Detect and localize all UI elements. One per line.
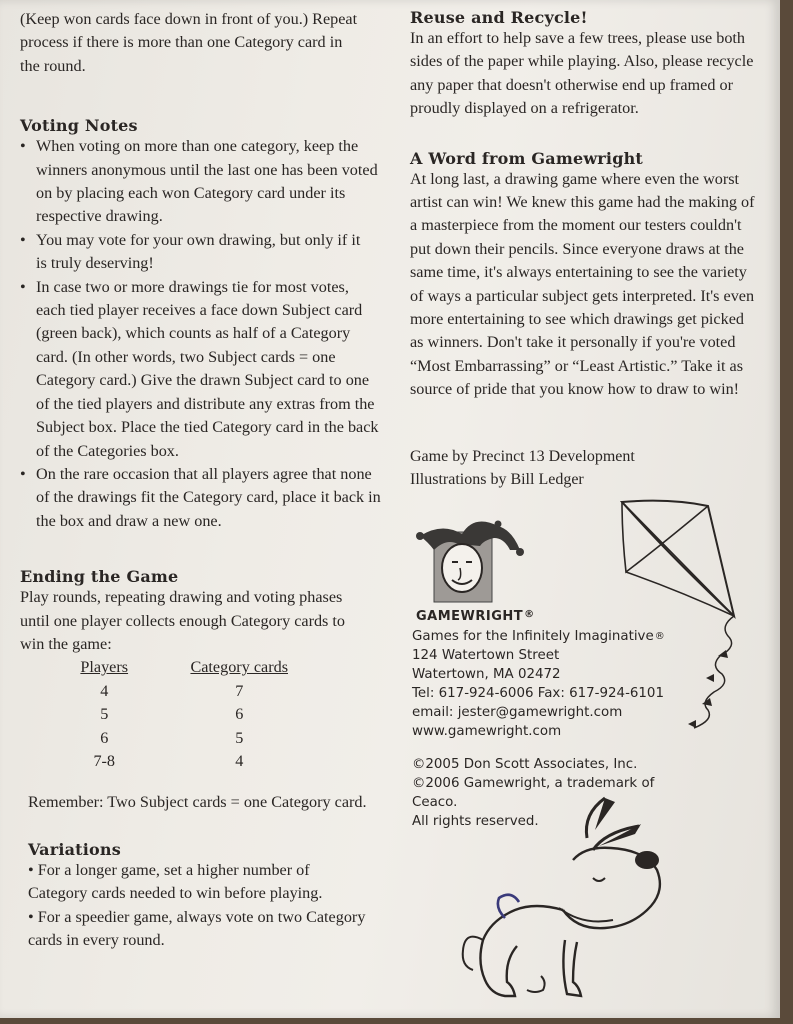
remember-note: Remember: Two Subject cards = one Category card. (28, 793, 367, 812)
web-line: www.gamewright.com (412, 724, 562, 739)
tagline-text: Games for the Infinitely Imaginative (412, 629, 654, 644)
illustration-credit: Illustrations by Bill Ledger (410, 470, 584, 488)
players-cell: 5 (100, 705, 109, 724)
voting-notes-heading: Voting Notes (20, 116, 138, 136)
variation-item: • For a longer game, set a higher number of Category cards needed to win before playing. (28, 860, 323, 903)
players-cell: 6 (100, 728, 109, 747)
word-heading: A Word from Gamewright (410, 148, 644, 168)
table-row (60, 750, 310, 773)
gamewright-wordmark (416, 609, 535, 624)
players-cell: 4 (100, 681, 109, 700)
address-line-2: Watertown, MA 02472 (412, 667, 561, 682)
game-credit: Game by Precinct 13 Development (410, 447, 635, 465)
right-column (410, 8, 780, 491)
voting-note-item: • On the rare occasion that all players agree that none of the drawings fit the Category card, place it back in the box and draw a new one. (20, 463, 382, 533)
intro-paragraph: (Keep won cards face down in front of you.) Repeat process if there is more than one Category card in the round. (20, 10, 358, 75)
reuse-paragraph: In an effort to help save a few trees, please use both sides of the paper while playing. Also, please recycle any paper that doesn't otherwise end up framed or proudly displayed on a refrigerator. (410, 29, 754, 118)
win-table-header (60, 656, 310, 679)
phone-line: Tel: 617-924-6006 Fax: 617-924-6101 (412, 686, 664, 701)
reuse-heading: Reuse and Recycle! (410, 8, 588, 27)
copyright-line-1: ©2005 Don Scott Associates, Inc. (412, 757, 638, 772)
ending-paragraph: Play rounds, repeating drawing and voting phases until one player collects enough Category cards to win the game: (20, 588, 345, 653)
voting-notes-list (20, 135, 382, 533)
category-cell: 7 (235, 681, 244, 700)
address-line-1: 124 Watertown Street (412, 648, 560, 663)
win-table (60, 656, 310, 773)
table-row (60, 727, 310, 750)
table-row (60, 703, 310, 726)
jester-logo (412, 516, 532, 612)
credits (410, 445, 780, 491)
voting-note-item: • In case two or more drawings tie for most votes, each tied player receives a face down Subject card (green back), which counts as half of a Category card. (In other words, two Subject cards = one Category card.) Give the drawn Subject card to one of the tied players and distribute any extras from the Subject box. Place the tied Category card in the back of the Categories box. (20, 276, 382, 463)
tagline-registered: ® (654, 631, 665, 642)
category-column-header: Category cards (190, 658, 288, 677)
players-column-header: Players (80, 658, 129, 677)
email-line: email: jester@gamewright.com (412, 705, 623, 720)
variation-item: • For a speedier game, always vote on two Category cards in every round. (28, 907, 366, 949)
players-cell: 7-8 (93, 751, 116, 770)
wordmark-text: GAMEWRIGHT (416, 609, 524, 624)
kite-illustration (610, 496, 740, 741)
voting-note-item: • You may vote for your own drawing, but only if it is truly deserving! (20, 229, 366, 276)
category-cell: 4 (235, 751, 244, 770)
wordmark-registered: ® (524, 609, 535, 620)
voting-note-item: • When voting on more than one category, keep the winners anonymous until the last one has been voted on by placing each won Category card under its respective drawing. (20, 135, 382, 229)
category-cell: 6 (235, 705, 244, 724)
word-paragraph: At long last, a drawing game where even the worst artist can win! We knew this game had the making of a masterpiece from the moment our testers couldn't put down their pencils. Since everyone draws at the same time, it's always entertaining to see the variety of ways a particular subject gets interpreted. It's even more entertaining to see which drawings get picked as winners. Don't take it personally if you're voted “Most Embarrassing” or “Least Artistic.” Take it as source of pride that you know how to draw to win! (410, 169, 755, 399)
table-row (60, 680, 310, 703)
dog-illustration (455, 790, 670, 1005)
variations-list (20, 859, 372, 953)
variations-heading: Variations (28, 839, 121, 859)
rights-line: All rights reserved. (412, 814, 539, 829)
category-cell: 5 (235, 728, 244, 747)
copyright-line-2: ©2006 Gamewright, a trademark of Ceaco. (412, 776, 655, 810)
left-column (20, 8, 390, 952)
ending-heading: Ending the Game (20, 567, 179, 587)
